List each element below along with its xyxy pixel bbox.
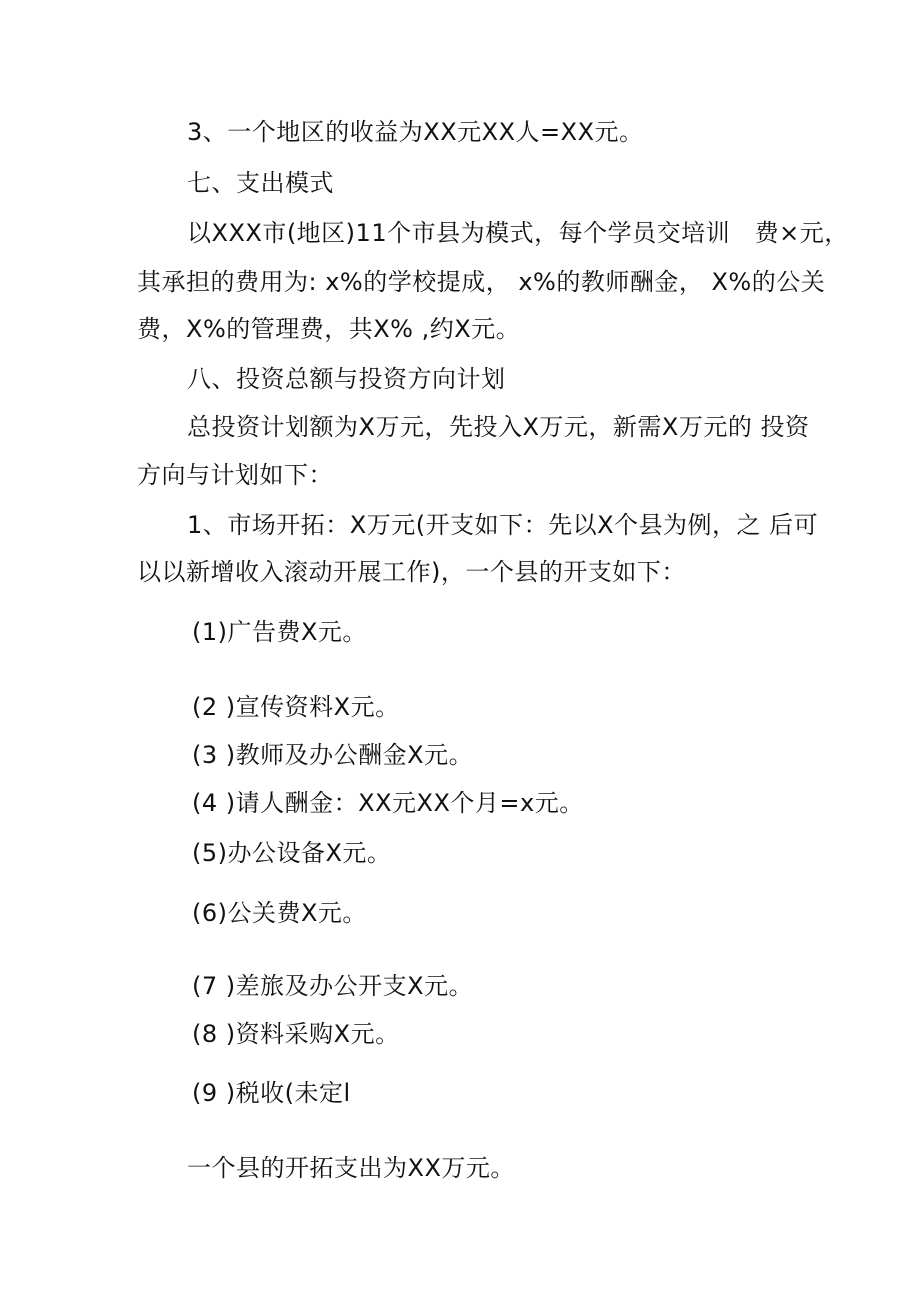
paragraph-investment-line-2: 方向与计划如下： [137,461,333,489]
list-item-public-relations: (6)公关费X元。 [192,899,367,927]
paragraph-county-total: 一个县的开拓支出为XX万元。 [187,1154,515,1182]
list-item-taxes: (9 )税收(未定l [192,1079,351,1107]
list-item-staff-pay: (4 )请人酬金：XX元XX个月=x元。 [192,789,584,817]
paragraph-region-revenue: 3、一个地区的收益为XX元XX人=XX元。 [187,118,644,146]
paragraph-market-line-1: 1、市场开拓：X万元(开支如下：先以X个县为例，之 后可 [187,511,819,539]
paragraph-expenditure-line-1: 以XXX市(地区)11个市县为模式，每个学员交培训 费×元， [187,219,849,247]
paragraph-market-line-2: 以以新增收入滚动开展工作)，一个县的开支如下： [137,558,686,586]
list-item-advertising: (1)广告费X元。 [192,618,367,646]
list-item-office-equipment: (5)办公设备X元。 [192,839,392,867]
section-heading-investment-plan: 八、投资总额与投资方向计划 [187,365,506,393]
list-item-promotional-materials: (2 )宣传资料X元。 [192,693,400,721]
section-heading-expenditure-model: 七、支出模式 [187,169,334,197]
paragraph-investment-line-1: 总投资计划额为X万元，先投入X万元，新需X万元的 投资 [187,413,810,441]
paragraph-expenditure-line-2: 其承担的费用为: x%的学校提成， x%的教师酬金， X%的公关 [137,268,826,296]
paragraph-expenditure-line-3: 费，X%的管理费，共X% ,约X元。 [137,315,521,343]
list-item-travel-office-expense: (7 )差旅及办公开支X元。 [192,972,474,1000]
list-item-materials-purchase: (8 )资料采购X元。 [192,1020,400,1048]
list-item-teacher-office-pay: (3 )教师及办公酬金X元。 [192,741,474,769]
